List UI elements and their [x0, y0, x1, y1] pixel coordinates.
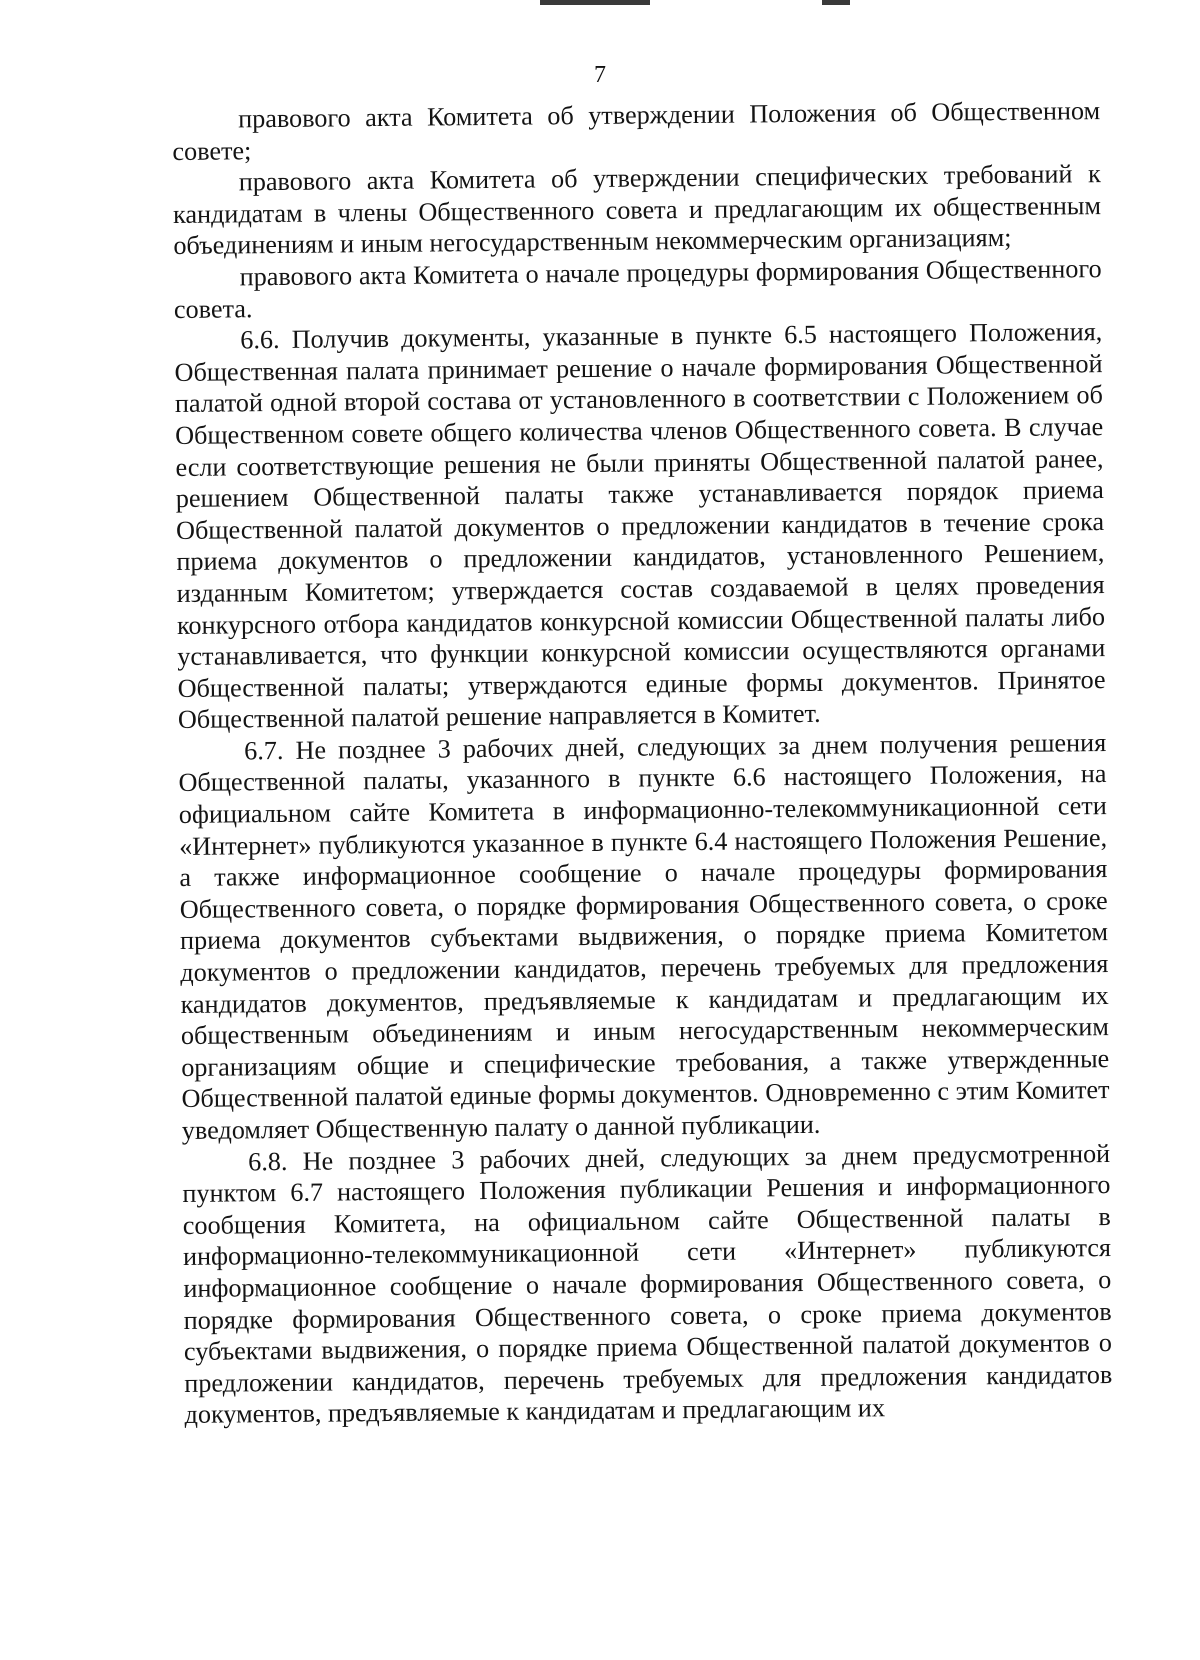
paragraph: 6.8. Не позднее 3 рабочих дней, следующих за днем предусмотренной пунктом 6.7 настоящего Положения публикации Решения и информационного сообщения Комитета, на официальном сайте Общественной палаты в информационно-телекоммуникационной сети «Интернет» публикуются информационное сообщение о начале формирования Общественного совета, о порядке формирования Общественного совета, о сроке приема документов субъектами выдвижения, о порядке приема Общественной палатой документов о предложении кандидатов, перечень требуемых для предложения кандидатов документов, предъявляемые к кандидатам и предлагающим их	[182, 1138, 1113, 1430]
page-number: 7	[594, 62, 606, 88]
paragraph: 6.6. Получив документы, указанные в пункте 6.5 настоящего Положения, Общественная палата принимает решение о начале формирования Общественной палатой одной второй состава от установленного в соответствии с Положением об Общественном совете общего количества членов Общественного совета. В случае если соответствующие решения не были приняты Общественной палатой ранее, решением Общественной палаты также устанавливается порядок приема Общественной палатой документов о предложении кандидатов в течение срока приема документов о предложении кандидатов, установленного Решением, изданным Комитетом; утверждается состав создаваемой в целях проведения конкурсного отбора кандидатов конкурсной комиссии Общественной палаты либо устанавливается, что функции конкурсной комиссии осуществляются органами Общественной палаты; утверждаются единые формы документов. Принятое Общественной палатой решение направляется в Комитет.	[174, 317, 1106, 735]
paragraph: правового акта Комитета об утверждении специфических требований к кандидатам в члены Общественного совета и предлагающим их общественным объединениям и иным негосударственным некоммерческим организациям;	[172, 159, 1102, 261]
paragraph: правового акта Комитета об утверждении Положения об Общественном совете;	[172, 96, 1101, 166]
paragraph: 6.7. Не позднее 3 рабочих дней, следующих за днем получения решения Общественной палаты, указанного в пункте 6.6 настоящего Положения, на официальном сайте Комитета в информационно-телекоммуникационной сети «Интернет» публикуются указанное в пункте 6.4 настоящего Положения Решение, а также информационное сообщение о начале процедуры формирования Общественного совета, о порядке формирования Общественного совета, о сроке приема документов субъектами выдвижения, о порядке приема Комитетом документов о предложении кандидатов, перечень требуемых для предложения кандидатов документов, предъявляемые к кандидатам и предлагающим их общественным объединениям и иным негосударственным некоммерческим организациям общие и специфические требования, а также утвержденные Общественной палатой единые формы документов. Одновременно с этим Комитет уведомляет Общественную палату о данной публикации.	[178, 727, 1110, 1145]
scan-edge-artifact	[540, 0, 650, 5]
scan-edge-artifact	[822, 0, 850, 5]
paragraph: правового акта Комитета о начале процедуры формирования Общественного совета.	[173, 254, 1102, 324]
document-body	[172, 95, 1113, 1431]
